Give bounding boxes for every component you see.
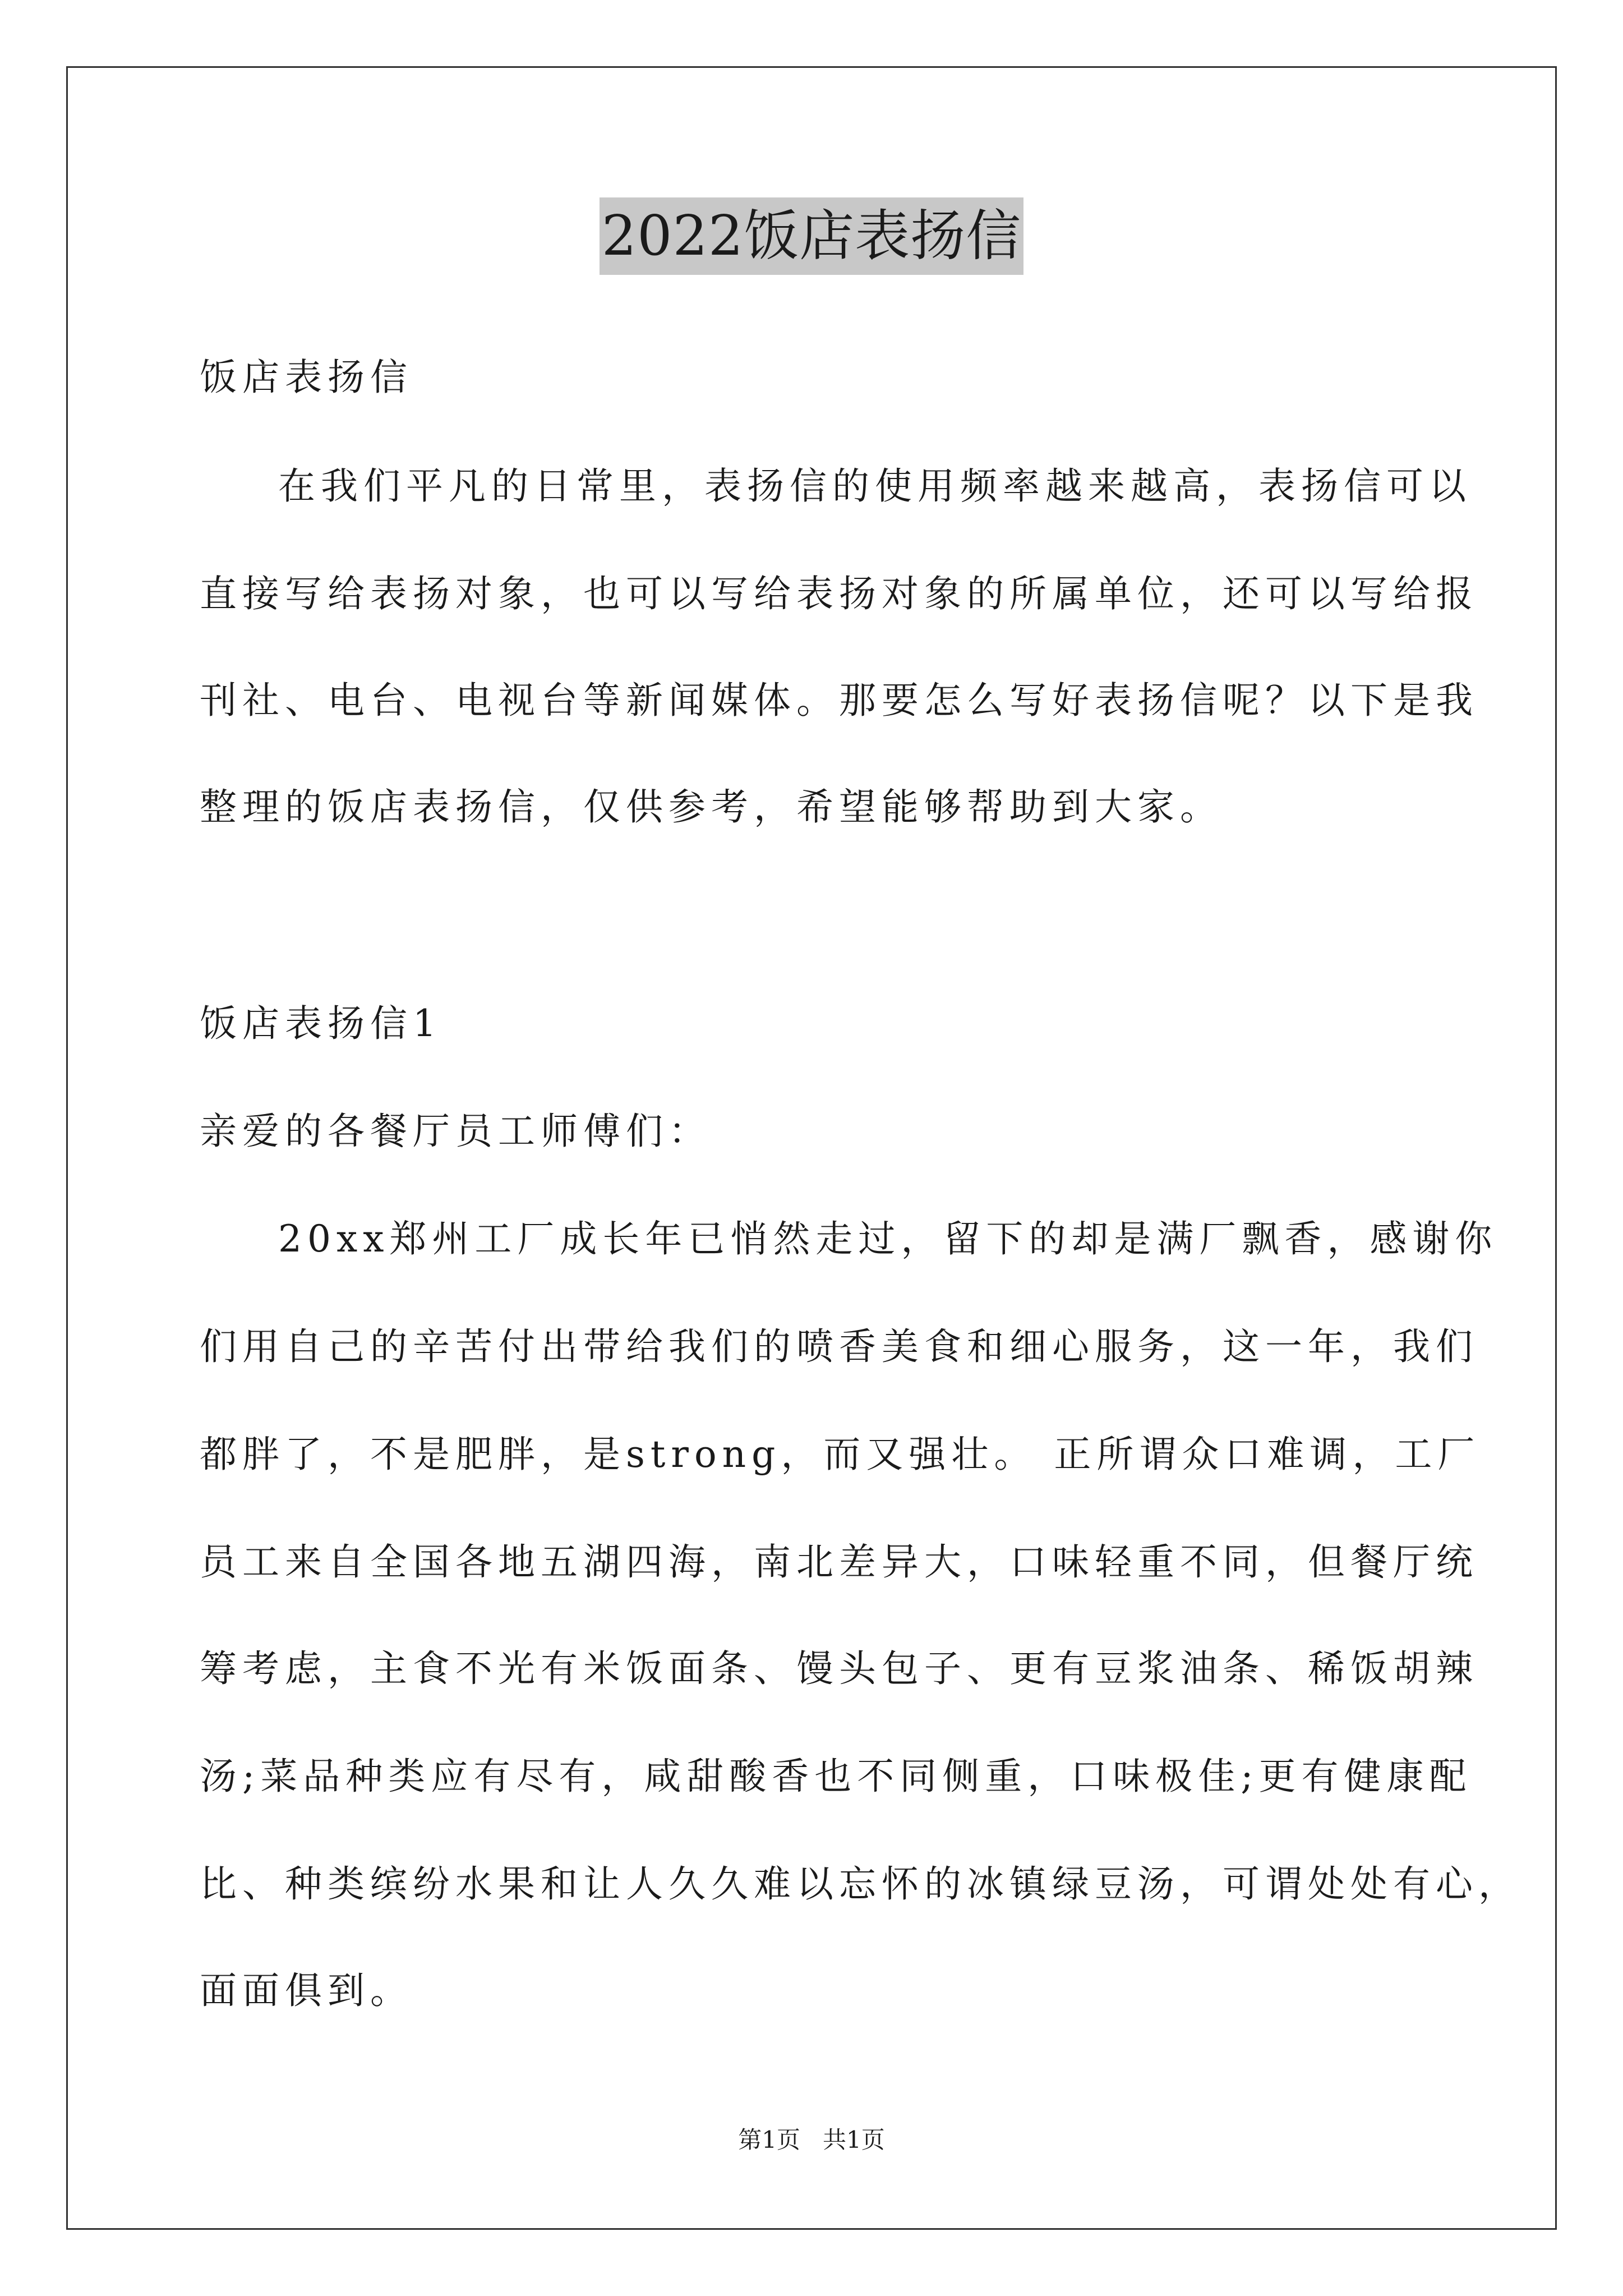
section-heading: 饭店表扬信1	[200, 1002, 442, 1045]
title-container	[0, 197, 1623, 275]
paragraph-line: 都胖了，不是肥胖，是strong，而又强壮。 正所谓众口难调，工厂	[200, 1433, 1481, 1476]
document-title: 2022饭店表扬信	[600, 197, 1023, 275]
paragraph-line: 面面俱到。	[200, 1969, 413, 2012]
paragraph-line: 员工来自全国各地五湖四海，南北差异大，口味轻重不同，但餐厅统	[200, 1540, 1478, 1584]
paragraph-line: 刊社、电台、电视台等新闻媒体。那要怎么写好表扬信呢？以下是我	[200, 679, 1478, 722]
page-footer: 第1页 共1页	[738, 2126, 885, 2154]
paragraph-line: 筹考虑，主食不光有米饭面条、馒头包子、更有豆浆油条、稀饭胡辣	[200, 1647, 1478, 1690]
paragraph-line: 直接写给表扬对象，也可以写给表扬对象的所属单位，还可以写给报	[200, 572, 1478, 615]
paragraph-line: 20xx郑州工厂成长年已悄然走过，留下的却是满厂飘香，感谢你	[278, 1217, 1498, 1260]
paragraph-line: 在我们平凡的日常里，表扬信的使用频率越来越高，表扬信可以	[278, 464, 1472, 508]
paragraph-line: 整理的饭店表扬信，仅供参考，希望能够帮助到大家。	[200, 785, 1223, 829]
paragraph-line: 汤;菜品种类应有尽有，咸甜酸香也不同侧重，口味极佳;更有健康配	[200, 1755, 1472, 1798]
paragraph-line: 比、种类缤纷水果和让人久久难以忘怀的冰镇绿豆汤，可谓处处有心，	[200, 1862, 1521, 1906]
section-heading: 饭店表扬信	[200, 356, 413, 399]
salutation: 亲爱的各餐厅员工师傅们：	[200, 1110, 711, 1153]
paragraph-line: 们用自己的辛苦付出带给我们的喷香美食和细心服务，这一年，我们	[200, 1325, 1478, 1368]
